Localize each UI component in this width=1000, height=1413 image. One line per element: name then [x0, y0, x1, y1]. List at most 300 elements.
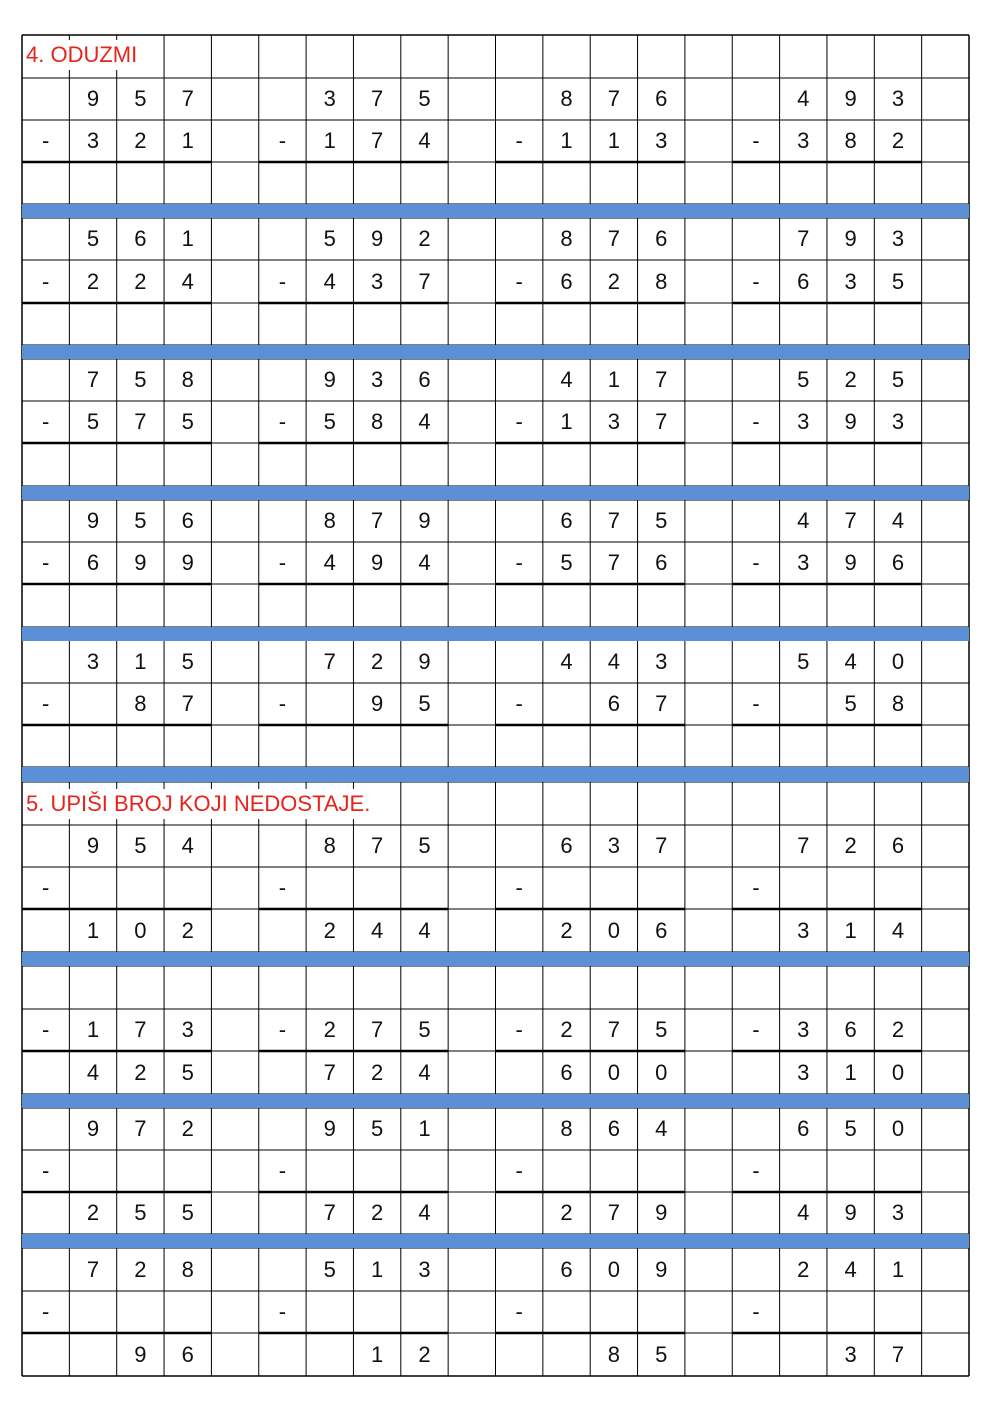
section4-cell: 3 [797, 550, 810, 575]
section4-cell [211, 78, 258, 120]
section5-cell [732, 1333, 779, 1376]
section4-cell [448, 359, 495, 401]
section4-cell [495, 359, 542, 401]
section5-cell: 5 [134, 1200, 147, 1225]
section5-cell: 7 [607, 1017, 620, 1042]
section4-cell: - [278, 409, 287, 434]
section5-cell: - [42, 875, 50, 900]
section5-cell: 8 [607, 1341, 620, 1367]
section4-cell: 4 [323, 550, 336, 575]
section4-cell: 4 [560, 648, 573, 674]
section5-cell: 0 [655, 1059, 668, 1085]
section4-cell [211, 218, 258, 260]
section5-cell [259, 1333, 306, 1376]
section4-cell: 5 [134, 508, 147, 533]
section4-cell: 8 [370, 409, 384, 434]
section4-cell [448, 542, 495, 584]
section5-cell [22, 966, 69, 1009]
section5-cell [543, 1333, 590, 1376]
section4-cell [211, 683, 258, 725]
section5-row [22, 966, 969, 1009]
section4-cell [211, 500, 258, 542]
section4-cell: 2 [607, 268, 620, 294]
section5-cell [259, 825, 306, 867]
section4-cell: 6 [134, 226, 147, 251]
section4-cell: 6 [560, 508, 573, 533]
section5-cell [353, 867, 400, 909]
section5-cell: - [278, 875, 287, 900]
section4-cell: 7 [370, 508, 384, 533]
section5-cell: 5 [844, 1116, 857, 1141]
section5-cell [922, 825, 969, 867]
section4-row [22, 542, 969, 584]
section5-cell [495, 966, 542, 1009]
section4-cell [448, 500, 495, 542]
section4-cell [448, 683, 495, 725]
section4-cell [22, 500, 69, 542]
section5-cell [306, 867, 353, 909]
section5-cell [732, 1108, 779, 1150]
section4-cell: 6 [181, 508, 194, 533]
section4-cell: 9 [86, 86, 100, 111]
section4-cell [211, 359, 258, 401]
section5-cell: 5 [323, 1256, 336, 1282]
section5-cell: 7 [797, 833, 810, 858]
section4-cell: 5 [418, 86, 431, 111]
section4-cell: - [515, 409, 523, 434]
section5-cell [495, 909, 542, 952]
section5-cell: 4 [181, 833, 194, 858]
section5-cell: 9 [844, 1200, 857, 1225]
section5-cell [590, 867, 637, 909]
section5-cell [543, 867, 590, 909]
section5-cell [922, 1248, 969, 1291]
section5-cell: 3 [181, 1017, 194, 1042]
section4-cell [448, 120, 495, 162]
section5-cell [448, 1291, 495, 1333]
section4-cell: 5 [797, 648, 810, 674]
section4-cell: 2 [370, 648, 384, 674]
section4-cell [22, 78, 69, 120]
section5-row [22, 909, 969, 952]
section5-cell: 1 [844, 917, 857, 943]
section5-cell: - [515, 1017, 523, 1042]
section5-cell [22, 1333, 69, 1376]
section5-cell: 4 [891, 917, 905, 943]
section5-cell: 4 [844, 1256, 857, 1282]
section4-cell [922, 359, 969, 401]
section4-cell [259, 78, 306, 120]
section4-cell: 7 [844, 508, 857, 533]
section4-cell [495, 218, 542, 260]
section4-cell: 3 [655, 648, 668, 674]
section5-cell: 7 [134, 1116, 147, 1141]
section5-cell: 7 [607, 1200, 620, 1225]
section4-cell: 7 [655, 691, 668, 716]
section5-cell [211, 1051, 258, 1094]
section4-cell: - [752, 128, 760, 153]
section4-cell: 1 [181, 226, 194, 251]
section5-cell [495, 1192, 542, 1234]
section5-cell: 2 [560, 1200, 573, 1225]
section5-cell [495, 1108, 542, 1150]
section4-cell [685, 640, 732, 683]
section5-cell [732, 1051, 779, 1094]
section5-cell [69, 867, 116, 909]
section5-cell [874, 966, 921, 1009]
section5-cell [306, 1333, 353, 1376]
section4-cell: 7 [323, 648, 336, 674]
section4-cell: 3 [370, 268, 384, 294]
section4-cell [685, 500, 732, 542]
section4-cell: 9 [86, 508, 100, 533]
section5-cell: 0 [607, 1059, 620, 1085]
section4-cell [211, 640, 258, 683]
section5-cell: 6 [560, 1059, 573, 1085]
section5-cell: - [752, 1299, 760, 1324]
section5-cell [922, 1291, 969, 1333]
section4-cell: 1 [134, 648, 147, 674]
section5-cell [685, 825, 732, 867]
section5-cell [495, 825, 542, 867]
section5-row [22, 825, 969, 867]
section4-cell [685, 260, 732, 303]
section5-cell [827, 867, 874, 909]
section5-cell: 0 [607, 917, 620, 943]
section5-cell [922, 1108, 969, 1150]
section4-title: 4. ODUZMI [24, 40, 141, 70]
section5-cell [590, 1291, 637, 1333]
section5-cell [259, 1192, 306, 1234]
section5-cell [211, 1291, 258, 1333]
section4-row [22, 500, 969, 542]
section4-cell: 8 [655, 268, 668, 294]
section5-cell: 0 [891, 1116, 905, 1141]
section5-cell [874, 1150, 921, 1192]
section5-cell: 7 [134, 1017, 147, 1042]
section5-cell: 9 [323, 1116, 336, 1141]
section5-cell [401, 867, 448, 909]
section5-cell [448, 1009, 495, 1051]
section5-cell: 8 [323, 833, 336, 858]
section4-cell: 9 [181, 550, 194, 575]
section5-cell [353, 1291, 400, 1333]
section4-cell [495, 500, 542, 542]
section4-cell: 7 [607, 550, 620, 575]
section4-cell [259, 640, 306, 683]
section-divider [22, 767, 969, 782]
section5-cell: - [515, 1158, 523, 1183]
section5-cell: 3 [844, 1341, 857, 1367]
section5-cell [448, 867, 495, 909]
section4-cell: 1 [560, 409, 573, 434]
section4-cell: - [752, 550, 760, 575]
section5-cell: 0 [134, 917, 147, 943]
section4-cell: - [752, 409, 760, 434]
section5-cell: 7 [323, 1200, 336, 1225]
section5-cell [590, 1150, 637, 1192]
section5-cell: 5 [134, 833, 147, 858]
section4-cell: 6 [797, 268, 810, 294]
section5-cell: 3 [891, 1200, 905, 1225]
section5-cell [22, 1051, 69, 1094]
section5-cell: 6 [181, 1341, 194, 1367]
section4-cell: - [278, 268, 287, 294]
section5-cell [211, 1009, 258, 1051]
section4-cell: 2 [418, 226, 431, 251]
section5-cell [827, 966, 874, 1009]
section4-cell: - [515, 128, 523, 153]
section5-cell: 6 [607, 1116, 620, 1141]
section4-row [22, 78, 969, 120]
section4-cell [211, 542, 258, 584]
section4-cell: 9 [370, 691, 384, 716]
section5-cell: - [515, 875, 523, 900]
section4-cell [259, 359, 306, 401]
section4-cell: 5 [323, 409, 336, 434]
section5-cell: 6 [797, 1116, 810, 1141]
section-divider [22, 486, 969, 500]
section4-cell [732, 78, 779, 120]
section4-cell: 9 [844, 86, 857, 111]
section4-cell: - [515, 268, 523, 294]
section4-cell: 3 [655, 128, 668, 153]
section5-cell [874, 867, 921, 909]
section-divider [22, 1094, 969, 1108]
section4-cell: 7 [370, 86, 384, 111]
section5-cell: 0 [607, 1256, 620, 1282]
section4-cell: 7 [607, 508, 620, 533]
section5-row [22, 1051, 969, 1094]
section5-row [22, 867, 969, 909]
section5-cell [353, 1150, 400, 1192]
section4-cell: 9 [323, 367, 336, 392]
section4-cell: 3 [891, 226, 905, 251]
section5-cell [306, 1291, 353, 1333]
section5-cell: 1 [370, 1256, 384, 1282]
section5-cell [638, 966, 685, 1009]
section5-cell: 2 [891, 1017, 905, 1042]
section5-cell: - [515, 1299, 523, 1324]
section5-cell: 5 [181, 1200, 194, 1225]
section5-cell [448, 1248, 495, 1291]
section4-cell: 7 [181, 86, 194, 111]
section5-cell: 2 [560, 917, 573, 943]
section5-cell: 7 [655, 833, 668, 858]
section4-cell: 7 [655, 367, 668, 392]
section5-cell: 9 [134, 1341, 147, 1367]
section-divider [22, 1234, 969, 1248]
section5-cell: 5 [370, 1116, 384, 1141]
section5-cell: 3 [607, 833, 620, 858]
section4-cell: 6 [86, 550, 100, 575]
section5-cell [306, 966, 353, 1009]
section4-row [22, 359, 969, 401]
section4-cell: - [42, 409, 50, 434]
section4-cell: 8 [323, 508, 336, 533]
section5-cell: 1 [86, 917, 100, 943]
section5-cell: 7 [370, 833, 384, 858]
section5-cell: 6 [655, 917, 668, 943]
section5-cell [211, 966, 258, 1009]
section4-cell [211, 401, 258, 443]
section4-cell [259, 500, 306, 542]
section4-cell: 4 [418, 128, 431, 153]
section5-cell [164, 966, 211, 1009]
section5-cell [827, 1291, 874, 1333]
section4-cell [780, 683, 827, 725]
section4-cell: 4 [607, 648, 620, 674]
section5-cell: 2 [418, 1341, 431, 1367]
section4-cell: 1 [323, 128, 336, 153]
section5-cell [22, 909, 69, 952]
section5-cell [685, 1108, 732, 1150]
section4-cell [685, 359, 732, 401]
section5-cell: 2 [181, 1116, 194, 1141]
section4-cell: 7 [607, 86, 620, 111]
section4-cell: 8 [181, 367, 194, 392]
section4-cell [732, 500, 779, 542]
section5-cell [780, 1291, 827, 1333]
section5-row [22, 1150, 969, 1192]
section5-cell: 2 [797, 1256, 810, 1282]
section4-cell [922, 542, 969, 584]
section5-cell [117, 1291, 164, 1333]
section5-cell: - [752, 1158, 760, 1183]
section4-cell: 7 [607, 226, 620, 251]
section4-cell [922, 401, 969, 443]
section5-cell [448, 1108, 495, 1150]
section4-cell: - [752, 268, 760, 294]
section5-cell: 5 [181, 1059, 194, 1085]
section5-cell: 4 [370, 917, 384, 943]
section5-cell [922, 909, 969, 952]
section4-cell [448, 640, 495, 683]
section4-cell: 5 [181, 648, 194, 674]
section4-cell: 0 [891, 648, 905, 674]
section5-title: 5. UPIŠI BROJ KOJI NEDOSTAJE. [24, 789, 374, 819]
section5-cell [543, 966, 590, 1009]
section4-cell: 9 [134, 550, 147, 575]
section5-cell [922, 1051, 969, 1094]
section5-cell: 2 [370, 1059, 384, 1085]
section-divider [22, 204, 969, 218]
section5-cell [117, 867, 164, 909]
section5-cell: 7 [891, 1341, 905, 1367]
section5-cell [22, 1248, 69, 1291]
section5-cell [685, 867, 732, 909]
section5-cell: - [278, 1158, 287, 1183]
section5-cell: 9 [86, 1116, 100, 1141]
section4-cell: - [42, 550, 50, 575]
section4-cell [922, 120, 969, 162]
section5-cell [685, 1009, 732, 1051]
section5-cell [211, 1108, 258, 1150]
section-divider [22, 345, 969, 359]
section5-cell [259, 1248, 306, 1291]
section5-cell [922, 1192, 969, 1234]
section5-cell: 5 [655, 1341, 668, 1367]
section5-cell [211, 825, 258, 867]
section5-cell: 3 [797, 917, 810, 943]
section5-cell: 9 [655, 1256, 668, 1282]
section5-cell: 9 [86, 833, 100, 858]
section5-cell [732, 1192, 779, 1234]
section5-cell [922, 1333, 969, 1376]
section5-cell: 5 [418, 1017, 431, 1042]
section4-cell: 9 [418, 648, 431, 674]
section5-cell [22, 825, 69, 867]
section5-cell [448, 909, 495, 952]
section5-cell [685, 1291, 732, 1333]
section4-cell [448, 218, 495, 260]
section4-cell: 7 [797, 226, 810, 251]
section4-cell: 5 [844, 691, 857, 716]
section4-row [22, 401, 969, 443]
section4-cell: 3 [891, 86, 905, 111]
section4-cell: 7 [370, 128, 384, 153]
section4-cell: 3 [86, 128, 100, 153]
section5-cell: 7 [370, 1017, 384, 1042]
section4-cell [22, 359, 69, 401]
section5-cell: 7 [323, 1059, 336, 1085]
section5-cell [69, 966, 116, 1009]
section5-cell: 8 [560, 1116, 573, 1141]
section5-cell: - [278, 1299, 287, 1324]
section5-cell: 5 [418, 833, 431, 858]
section4-cell: 4 [418, 409, 431, 434]
section4-cell: 3 [86, 648, 100, 674]
section4-cell: 7 [134, 409, 147, 434]
section4-cell [922, 500, 969, 542]
section4-cell: 5 [797, 367, 810, 392]
section5-cell: - [42, 1017, 50, 1042]
section5-row [22, 1291, 969, 1333]
section4-cell [685, 542, 732, 584]
section4-cell: 5 [323, 226, 336, 251]
section5-row [22, 1009, 969, 1051]
section4-cell: 9 [844, 550, 857, 575]
section5-cell [401, 1150, 448, 1192]
section5-cell [780, 966, 827, 1009]
section5-cell [732, 909, 779, 952]
section4-cell: - [515, 550, 523, 575]
section5-cell [117, 966, 164, 1009]
section4-cell [211, 260, 258, 303]
section4-cell: 2 [86, 268, 100, 294]
section5-cell [211, 1333, 258, 1376]
section5-cell [780, 1333, 827, 1376]
section5-cell [827, 1150, 874, 1192]
section4-cell: 6 [418, 367, 431, 392]
section5-cell: 4 [418, 1200, 431, 1225]
section4-cell: 5 [891, 268, 905, 294]
section4-cell: 1 [607, 128, 620, 153]
section5-cell [638, 867, 685, 909]
section5-cell [922, 966, 969, 1009]
section5-cell: - [42, 1299, 50, 1324]
section5-cell [732, 1248, 779, 1291]
section4-cell: 3 [844, 268, 857, 294]
section4-cell [495, 78, 542, 120]
section4-cell [685, 401, 732, 443]
section4-cell [211, 120, 258, 162]
section4-cell [685, 683, 732, 725]
section5-cell [353, 966, 400, 1009]
section4-cell [732, 640, 779, 683]
section4-cell: - [278, 691, 287, 716]
section5-cell [448, 825, 495, 867]
